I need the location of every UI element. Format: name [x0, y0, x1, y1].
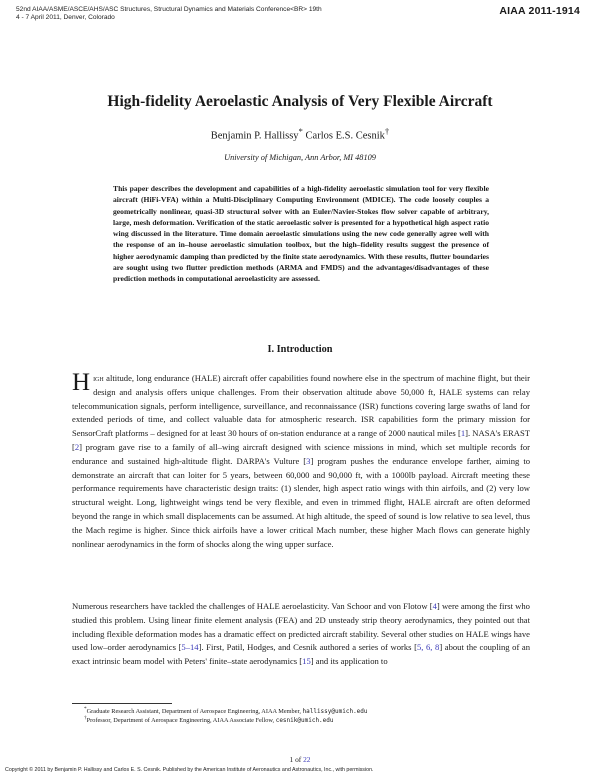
intro-p1-text: altitude, long endurance (HALE) aircraft offer capabilities found nowhere else in the spectrum of machine flight, but their design and analysis offers unique challenges. From their observation altitude above 50,000 ft, HALE systems can relay telecommunication signals, perform intelligence, surveillance, and reconnaissance (ISR) functions covering large swaths of land for extended periods of time, and collect valuable data for atmospheric research. ISR capabilities form the primary mission for SensorCraft platforms – designed for at least 30 hours of on-station endurance at a range of 2000 nautical miles [ [72, 373, 530, 439]
paper-id: AIAA 2011-1914 [499, 5, 580, 17]
author1-footnote-mark: * [298, 126, 303, 136]
author-line [0, 126, 600, 142]
intro-p1-text: ] program pushes the endurance envelope farther, aiming to demonstrate an aircraft that can loiter for 5 years, between 60,000 and 90,000 ft, with a 1000lb payload. Aircraft meeting these performance requirements have characteristic design traits: (1) slender, high aspect ratio wings with thin airfoils, and (2) very low structural weight. Long, lightweight wings tend be very flexible, and even in trimmed flight, HALE aircraft are often deformed beyond the range in which small displacements can be assumed. At high altitude, the speed of sound is low relative to sea level, thus the Mach regime is higher. Since thick airfoils have a lower critical Mach number, these higher Mach flows can generate highly nonlinear aerodynamics in the form of shocks along the wing upper surface. [72, 455, 531, 549]
citation-link[interactable]: 5–14 [181, 642, 199, 653]
footnote-2-mark: † [84, 715, 87, 721]
affiliation: University of Michigan, Ann Arbor, MI 48109 [224, 153, 376, 162]
author-hallissy: Benjamin P. Hallissy [210, 130, 299, 142]
citation-link[interactable]: 5, 6, 8 [416, 642, 440, 653]
email-hallissy[interactable]: hallissy@umich.edu [302, 708, 368, 716]
footnote-2 [84, 714, 334, 725]
footnote-divider [72, 703, 172, 704]
page-of-label: of [295, 755, 302, 764]
intro-paragraph-1 [72, 369, 531, 551]
citation-link[interactable]: 1 [460, 428, 466, 439]
conference-name: 52nd AIAA/ASME/ASCE/AHS/ASC Structures, Structural Dynamics and Materials Conference<BR> 19th [16, 6, 322, 13]
paper-title: High-fidelity Aeroelastic Analysis of Very Flexible Aircraft [107, 93, 493, 110]
copyright-notice: Copyright © 2011 by Benjamin P. Hallissy and Carlos E. S. Cesnik. Published by the American Institute of Aeronautics and Astronautics, Inc., with permission. [5, 767, 374, 773]
page-current: 1 [289, 755, 294, 764]
drop-cap: H [72, 369, 91, 396]
footnote-1-text: Graduate Research Assistant, Department of Aerospace Engineering, AIAA Member, [86, 708, 303, 716]
section-heading-introduction: I. Introduction [267, 344, 333, 355]
intro-p2-text: ] and its application to [310, 656, 388, 667]
intro-p2-text: ] about the coupling of an exact intrinsic beam model with Peters' finite–state aerodynamics [ [72, 642, 531, 667]
citation-link[interactable]: 3 [306, 455, 311, 466]
page-number [0, 755, 600, 764]
citation-link[interactable]: 15 [302, 656, 311, 667]
author2-footnote-mark: † [384, 126, 390, 136]
footnote-2-text: Professor, Department of Aerospace Engineering, AIAA Associate Fellow, [86, 717, 276, 725]
intro-p2-text: ] were among the first who studied this problem. Using linear finite element analysis (FEA) and 2D unsteady strip theory aerodynamics, they pointed out that including flexible deformation modes has a dramatic effect on predicted aircraft stability. Several other studies on HALE wings have used low–order aerodynamics [ [72, 601, 530, 653]
intro-p1-text: ]. NASA's ERAST [ [72, 428, 530, 452]
footnote-1-mark: * [84, 706, 87, 712]
author-cesnik: Carlos E.S. Cesnik [305, 130, 385, 142]
email-cesnik[interactable]: cesnik@umich.edu [275, 717, 334, 725]
smallcaps-lead: igh [93, 373, 104, 383]
intro-p1-text: ] program gave rise to a family of all–wing aircraft designed with science missions in mind, which set multiple records for endurance and sustained high-altitude flight. DARPA's Vulture [ [72, 441, 530, 466]
intro-p2-text: ]. First, Patil, Hodges, and Cesnik authored a series of works [ [198, 642, 417, 653]
citation-link[interactable]: 2 [74, 441, 80, 452]
intro-p2-text: Numerous researchers have tackled the challenges of HALE aeroelasticity. Van Schoor and von Flotow [ [72, 601, 433, 611]
conference-header [16, 6, 446, 22]
intro-paragraph-2 [72, 600, 530, 669]
page-total-link[interactable]: 22 [303, 755, 311, 764]
conference-dates: 4 - 7 April 2011, Denver, Colorado [16, 14, 115, 21]
abstract: This paper describes the development and capabilities of a high-fidelity aeroelastic simulation tool for very flexible aircraft (HiFi-VFA) within a Multi-Disciplinary Computing Environment (MDICE). The code loosely couples a geometrically nonlinear, quasi-3D structural solver with an Euler/Navier-Stokes flow solver capable of arbitrary, large, mesh deformation. Verification of the static aeroelastic solver is presented for a hypothetical high aspect ratio wing discussed in the literature. Time domain aeroelastic simulations using the new code generally agree well with the response of an in–house aeroelastic simulation toolbox, but the high–fidelity results suggest the presence of higher aerodynamic damping than predicted by the finite state aerodynamics. With these results, flutter boundaries are sought using two flutter prediction methods (ARMA and FMDS) and the advantages/disadvantages of these prediction methods in computational aeroelasticity are assessed. [113, 184, 489, 284]
citation-link[interactable]: 4 [432, 601, 437, 611]
